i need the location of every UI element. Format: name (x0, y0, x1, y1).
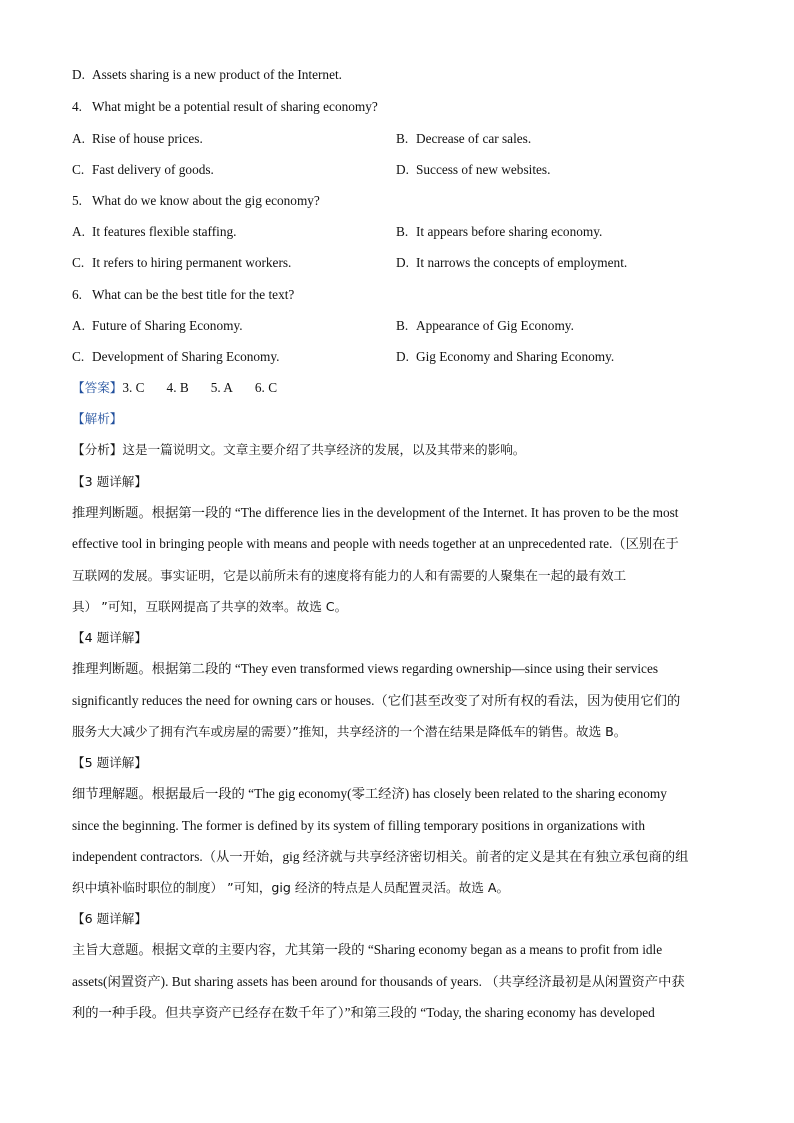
answer-heading: 【答案】 (72, 380, 123, 395)
q6-detail-heading: 【6 题详解】 (72, 911, 147, 926)
q5-detail-heading: 【5 题详解】 (72, 755, 147, 770)
answer-item: 4. B (166, 380, 189, 395)
q5-detail-line: 细节理解题。根据最后一段的 “The gig economy(零工经济) has closely been related to the sharing economy (72, 786, 667, 801)
q6-stem: 6. What can be the best title for the text? (72, 287, 295, 302)
answer-item: 5. A (210, 380, 233, 395)
q5-option-d: D. It narrows the concepts of employment. (396, 255, 628, 270)
q4-detail-heading: 【4 题详解】 (72, 630, 147, 645)
q4-option-d: D. Success of new websites. (396, 162, 551, 177)
q5-option-c: C. It refers to hiring permanent workers. (72, 255, 292, 270)
q5-stem: 5. What do we know about the gig economy? (72, 193, 320, 208)
q5-detail-line: 织中填补临时职位的制度） ”可知，gig 经济的特点是人员配置灵活。故选 A。 (72, 880, 510, 895)
q4-option-c: C. Fast delivery of goods. (72, 162, 214, 177)
q3-detail-line: 具） ”可知，互联网提高了共享的效率。故选 C。 (72, 599, 348, 614)
q4-detail-line: 服务大大减少了拥有汽车或房屋的需要）”推知，共享经济的一个潜在结果是降低车的销售。故选 B。 (72, 724, 627, 739)
q5-option-b: B. It appears before sharing economy. (396, 224, 603, 239)
q6-option-b: B. Appearance of Gig Economy. (396, 318, 574, 333)
q6-detail-line: 主旨大意题。根据文章的主要内容，尤其第一段的 “Sharing economy began as a means to profit from idle (72, 942, 663, 957)
q6-option-c: C. Development of Sharing Economy. (72, 349, 280, 364)
q6-option-d: D. Gig Economy and Sharing Economy. (396, 349, 615, 364)
answer-item: 3. C (122, 380, 145, 395)
q4-detail-line: significantly reduces the need for owning cars or houses.（它们甚至改变了对所有权的看法，因为使用它们的 (72, 693, 681, 708)
q4-stem: 4. What might be a potential result of sharing economy? (72, 99, 378, 114)
q4-option-b: B. Decrease of car sales. (396, 131, 532, 146)
q3-detail-heading: 【3 题详解】 (72, 474, 147, 489)
q3-detail-line: 推理判断题。根据第一段的 “The difference lies in the development of the Internet. It has proven to be the most (72, 505, 679, 520)
q6-detail-line: 利的一种手段。但共享资产已经存在数千年了）”和第三段的 “Today, the sharing economy has developed (72, 1005, 655, 1020)
q4-option-a: A. Rise of house prices. (72, 131, 203, 146)
q3-detail-line: 互联网的发展。事实证明，它是以前所未有的速度将有能力的人和有需要的人聚集在一起的最有效工 (72, 568, 627, 583)
q5-option-a: A. It features flexible staffing. (72, 224, 237, 239)
answer-item: 6. C (254, 380, 278, 395)
q3-detail-line: effective tool in bringing people with means and people with needs together at an unprecedented rate.（区别在于 (72, 536, 679, 551)
q5-detail-line: independent contractors.（从一开始，gig 经济就与共享经济密切相关。前者的定义是其在有独立承包商的组 (72, 849, 689, 864)
q3-option-d: D. Assets sharing is a new product of the Internet. (72, 67, 342, 82)
q4-detail-line: 推理判断题。根据第二段的 “They even transformed views regarding ownership—since using their services (72, 661, 659, 676)
analysis-heading: 【解析】 (72, 411, 123, 426)
q5-detail-line: since the beginning. The former is defined by its system of filling temporary positions in organizations with (72, 818, 646, 833)
q6-detail-line: assets(闲置资产). But sharing assets has been around for thousands of years. （共享经济最初是从闲置资产中获 (72, 974, 685, 989)
q6-option-a: A. Future of Sharing Economy. (72, 318, 243, 333)
analysis-summary: 【分析】这是一篇说明文。文章主要介绍了共享经济的发展，以及其带来的影响。 (72, 442, 526, 457)
answer-line (72, 379, 299, 397)
